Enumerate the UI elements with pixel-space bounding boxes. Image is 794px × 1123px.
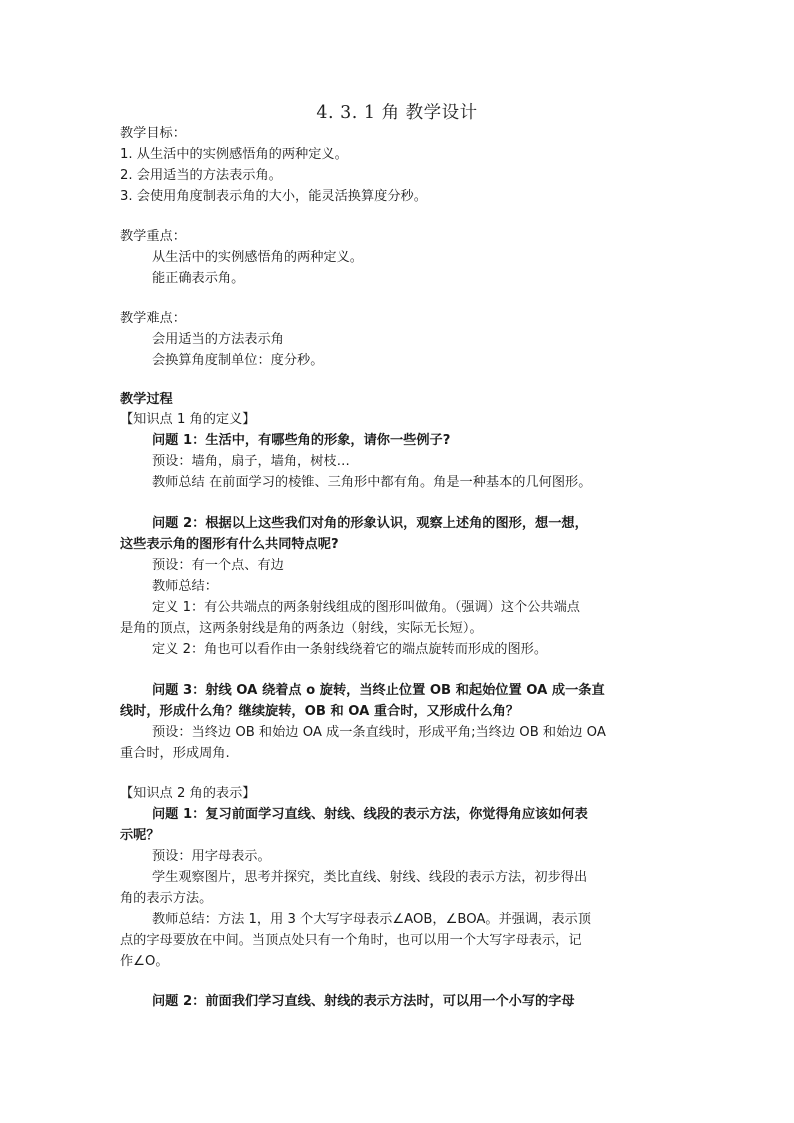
teacher-summary-label: 教师总结： <box>152 579 218 594</box>
question-1-continued: 示呢？ <box>120 828 160 843</box>
page-title: 4. 3. 1 角 教学设计 <box>316 103 478 123</box>
objective-item: 2. 会用适当的方法表示角。 <box>120 168 282 183</box>
definition-1: 定义 1：有公共端点的两条射线组成的图形叫做角。（强调）这个公共端点 <box>152 600 580 615</box>
question-1: 问题 1：复习前面学习直线、射线、线段的表示方法，你觉得角应该如何表 <box>152 807 588 822</box>
definition-2: 定义 2：角也可以看作由一条射线绕着它的端点旋转而形成的图形。 <box>152 642 548 657</box>
key-points-heading: 教学重点： <box>120 229 186 244</box>
preset-answer: 预设：当终边 OB 和始边 OA 成一条直线时，形成平角;当终边 OB 和始边 OA <box>152 725 606 740</box>
teacher-summary: 教师总结 在前面学习的棱锥、三角形中都有角。角是一种基本的几何图形。 <box>152 475 592 490</box>
knowledge-point-2-heading: 【知识点 2 角的表示】 <box>120 786 256 801</box>
difficulty-item: 会用适当的方法表示角 <box>152 332 284 347</box>
difficulty-item: 会换算角度制单位：度分秒。 <box>152 353 324 368</box>
question-2-continued: 这些表示角的图形有什么共同特点呢? <box>120 537 339 552</box>
process-heading: 教学过程 <box>120 392 173 407</box>
preset-answer-continued: 重合时，形成周角. <box>120 746 230 761</box>
question-1: 问题 1：生活中，有哪些角的形象，请你一些例子? <box>152 433 451 448</box>
question-2: 问题 2：前面我们学习直线、射线的表示方法时，可以用一个小写的字母 <box>152 994 575 1009</box>
question-3: 问题 3：射线 OA 绕着点 o 旋转，当终止位置 OB 和起始位置 OA 成一条直 <box>152 683 605 698</box>
objective-item: 1. 从生活中的实例感悟角的两种定义。 <box>120 147 348 162</box>
question-3-continued: 线时，形成什么角？继续旋转，OB 和 OA 重合时，又形成什么角？ <box>120 704 519 719</box>
teacher-summary-continued: 点的字母要放在中间。当顶点处只有一个角时，也可以用一个大写字母表示，记 <box>120 933 582 948</box>
definition-1-continued: 是角的顶点，这两条射线是角的两条边（射线，实际无长短）。 <box>120 621 483 636</box>
key-point-item: 能正确表示角。 <box>152 271 245 286</box>
knowledge-point-1-heading: 【知识点 1 角的定义】 <box>120 412 256 427</box>
student-activity: 学生观察图片，思考并探究，类比直线、射线、线段的表示方法，初步得出 <box>152 870 588 885</box>
student-activity-continued: 角的表示方法。 <box>120 891 213 906</box>
question-2: 问题 2：根据以上这些我们对角的形象认识，观察上述角的图形，想一想， <box>152 516 588 531</box>
teacher-summary: 教师总结：方法 1，用 3 个大写字母表示∠AOB，∠BOA。并强调，表示顶 <box>152 912 591 927</box>
objective-item: 3. 会使用角度制表示角的大小，能灵活换算度分秒。 <box>120 189 427 204</box>
difficulties-heading: 教学难点： <box>120 311 186 326</box>
objectives-heading: 教学目标： <box>120 126 186 141</box>
key-point-item: 从生活中的实例感悟角的两种定义。 <box>152 250 363 265</box>
teacher-summary-continued: 作∠O。 <box>120 954 169 969</box>
preset-answer: 预设：用字母表示。 <box>152 849 271 864</box>
preset-answer: 预设：墙角，扇子，墙角，树枝… <box>152 454 350 469</box>
preset-answer: 预设：有一个点、有边 <box>152 558 284 573</box>
